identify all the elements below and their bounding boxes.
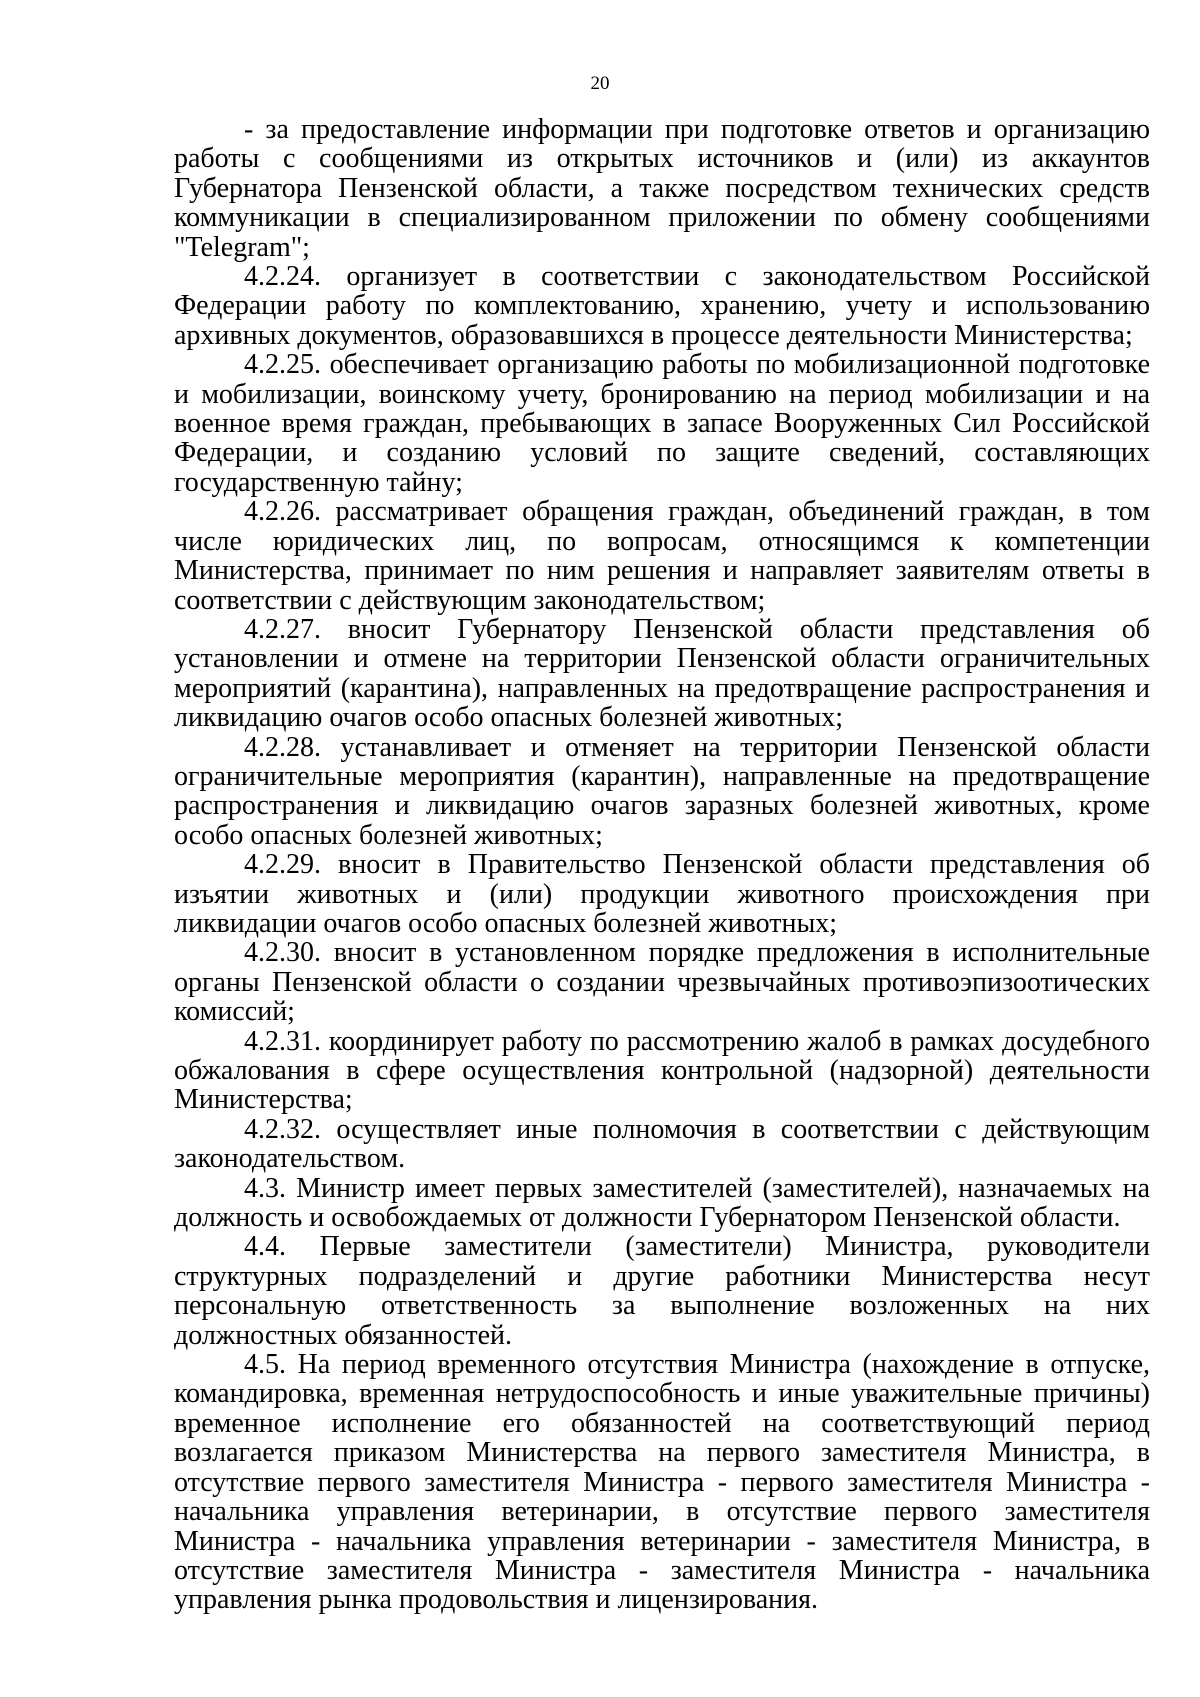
paragraph-telegram: - за предоставление информации при подготовке ответов и организацию работы с сообщениями из открытых источников и (или) из аккаунтов Губернатора Пензенской области, а также посредством технических средств коммуникации в специализированном приложении по обмену сообщениями "Telegram"; bbox=[174, 114, 1150, 263]
paragraph-4-5: 4.5. На период временного отсутствия Министра (нахождение в отпуске, командировка, временная нетрудоспособность и иные уважительные причины) временное исполнение его обязанностей на соответствующий период возлагается приказом Министерства на первого заместителя Министра, в отсутствие первого заместителя Министра - первого заместителя Министра - начальника управления ветеринарии, в отсутствие первого заместителя Министра - начальника управления ветеринарии - заместителя Министра, в отсутствие заместителя Министра - заместителя Министра - начальника управления рынка продовольствия и лицензирования. bbox=[174, 1349, 1150, 1616]
paragraph-4-2-31: 4.2.31. координирует работу по рассмотрению жалоб в рамках досудебного обжалования в сфере осуществления контрольной (надзорной) деятельности Министерства; bbox=[174, 1025, 1150, 1116]
paragraph-4-2-26: 4.2.26. рассматривает обращения граждан, объединений граждан, в том числе юридических лиц, по вопросам, относящимся к компетенции Министерства, принимает по ним решения и направляет заявителям ответы в соответствии с действующим законодательством; bbox=[174, 496, 1150, 616]
paragraph-4-2-24: 4.2.24. организует в соответствии с законодательством Российской Федерации работу по комплектованию, хранению, учету и использованию архивных документов, образовавшихся в процессе деятельности Министерства; bbox=[174, 261, 1150, 351]
page-number: 20 bbox=[590, 73, 610, 94]
paragraph-4-2-28: 4.2.28. устанавливает и отменяет на территории Пензенской области ограничительные мероприятия (карантин), направленные на предотвращение распространения и ликвидацию очагов заразных болезней животных, кроме особо опасных болезней животных; bbox=[174, 731, 1150, 851]
paragraph-4-2-27: 4.2.27. вносит Губернатору Пензенской области представления об установлении и отмене на территории Пензенской области ограничительных мероприятий (карантина), направленных на предотвращение распространения и ликвидацию очагов особо опасных болезней животных; bbox=[174, 613, 1150, 734]
paragraph-4-2-30: 4.2.30. вносит в установленном порядке предложения в исполнительные органы Пензенской области о создании чрезвычайных противоэпизоотических комиссий; bbox=[174, 937, 1150, 1028]
paragraph-4-2-29: 4.2.29. вносит в Правительство Пензенской области представления об изъятии животных и (или) продукции животного происхождения при ликвидации очагов особо опасных болезней животных; bbox=[174, 849, 1150, 939]
paragraph-4-4: 4.4. Первые заместители (заместители) Министра, руководители структурных подразделений и другие работники Министерства несут персональную ответственность за выполнение возложенных на них должностных обязанностей. bbox=[174, 1231, 1150, 1351]
paragraph-4-2-25: 4.2.25. обеспечивает организацию работы по мобилизационной подготовке и мобилизации, воинскому учету, бронированию на период мобилизации и на военное время граждан, пребывающих в запасе Вооруженных Сил Российской Федерации, и созданию условий по защите сведений, составляющих государственную тайну; bbox=[174, 349, 1150, 498]
paragraph-4-3: 4.3. Министр имеет первых заместителей (заместителей), назначаемых на должность и освобождаемых от должности Губернатором Пензенской области. bbox=[174, 1172, 1150, 1234]
paragraph-4-2-32: 4.2.32. осуществляет иные полномочия в соответствии с действующим законодательством. bbox=[174, 1113, 1150, 1175]
document-body bbox=[174, 115, 1150, 1615]
